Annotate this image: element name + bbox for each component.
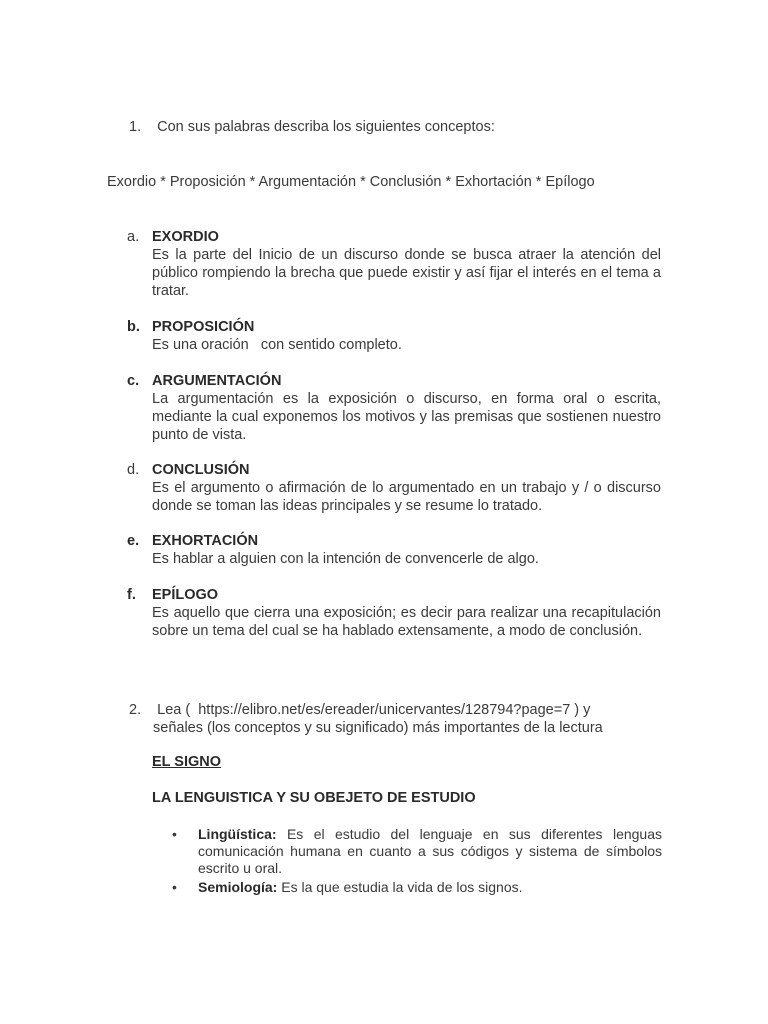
bullet-text: Es la que estudia la vida de los signos. bbox=[277, 879, 523, 895]
item-title: ARGUMENTACIÓN bbox=[152, 373, 282, 389]
item-marker: c. bbox=[127, 373, 140, 389]
item-text: Es la parte del Inicio de un discurso donde se busca atraer la atención del público rompiendo la brecha que puede existir y así fijar el interés en el tema a tratar. bbox=[152, 247, 661, 299]
item-text: Es hablar a alguien con la intención de convencerle de algo. bbox=[152, 551, 539, 567]
item-title: EXORDIO bbox=[152, 229, 219, 245]
item-conclusion bbox=[127, 461, 661, 515]
section-heading-lenguistica: LA LENGUISTICA Y SU OBEJETO DE ESTUDIO bbox=[152, 790, 476, 806]
item-title: EPÍLOGO bbox=[152, 587, 219, 603]
question-1 bbox=[129, 118, 495, 136]
section-heading-el-signo: EL SIGNO bbox=[152, 754, 222, 770]
item-title: CONCLUSIÓN bbox=[152, 462, 250, 478]
concepts-line: Exordio * Proposición * Argumentación * Conclusión * Exhortación * Epílogo bbox=[107, 174, 595, 190]
item-title: EXHORTACIÓN bbox=[152, 533, 259, 549]
item-text: Es el argumento o afirmación de lo argumentado en un trabajo y / o discurso donde se toman las ideas principales y se resume lo tratado. bbox=[152, 480, 661, 514]
item-text: La argumentación es la exposición o discurso, en forma oral o escrita, mediante la cual exponemos los motivos y las premisas que sostienen nuestro punto de vista. bbox=[152, 391, 661, 443]
item-marker: e. bbox=[127, 533, 140, 549]
item-marker: d. bbox=[127, 462, 140, 478]
question-2 bbox=[129, 701, 669, 737]
item-epilogo bbox=[127, 586, 661, 640]
item-marker: f. bbox=[127, 587, 136, 603]
item-marker: b. bbox=[127, 319, 140, 335]
question-2-line2: señales (los conceptos y su significado) más importantes de la lectura bbox=[153, 720, 603, 736]
item-text: Es aquello que cierra una exposición; es decir para realizar una recapitulación sobre un tema del cual se ha hablado extensamente, a modo de conclusión. bbox=[152, 605, 661, 639]
question-1-text: Con sus palabras describa los siguientes conceptos: bbox=[157, 119, 495, 135]
bullet-text: Es el estudio del lenguaje en sus diferentes lenguas comunicación humana en cuanto a sus códigos y sistema de símbolos escrito u oral. bbox=[198, 826, 662, 876]
bullet-item-linguistica bbox=[172, 826, 662, 877]
item-argumentacion bbox=[127, 372, 661, 444]
item-exordio bbox=[127, 228, 661, 300]
item-marker: a. bbox=[127, 229, 140, 245]
bullet-icon: • bbox=[172, 879, 177, 895]
question-2-number: 2. bbox=[129, 702, 142, 718]
item-text: Es una oración con sentido completo. bbox=[152, 337, 402, 353]
item-proposicion bbox=[127, 318, 661, 354]
bullet-item-semiologia bbox=[172, 879, 662, 896]
question-2-line1: Lea ( https://elibro.net/es/ereader/unicervantes/128794?page=7 ) y bbox=[157, 702, 591, 718]
question-1-number: 1. bbox=[129, 119, 142, 135]
item-title: PROPOSICIÓN bbox=[152, 319, 255, 335]
bullet-term: Semiología: bbox=[198, 879, 278, 895]
bullet-term: Lingüística: bbox=[198, 826, 277, 842]
item-exhortacion bbox=[127, 532, 661, 568]
bullet-icon: • bbox=[172, 826, 177, 842]
